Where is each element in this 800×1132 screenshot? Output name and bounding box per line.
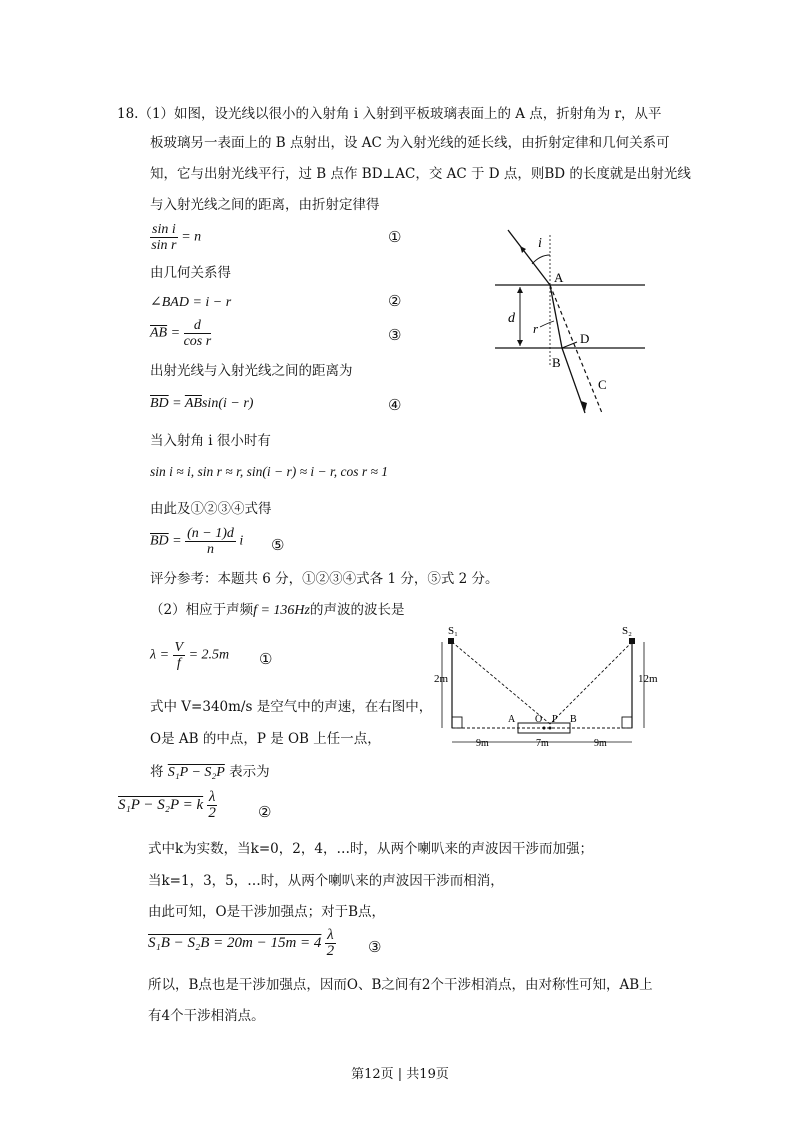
eqw-den: f (176, 656, 181, 671)
p2-line1-a: （2）相应于声频 (150, 602, 254, 618)
tagk: ② (258, 803, 272, 821)
eqk-num: λ (208, 789, 216, 805)
tag3: ③ (388, 326, 402, 344)
geo-text: 由几何关系得 (150, 265, 231, 281)
refraction-figure (490, 225, 650, 420)
eqb-den: 2 (326, 943, 335, 959)
small-angle-text: 当入射角 i 很小时有 (150, 433, 271, 449)
eq5-den: n (207, 542, 215, 557)
p2-line4 (150, 763, 270, 782)
fig2-label-w2: 7m (536, 738, 549, 749)
k-line3: 由此可知，O是干涉加强点；对于B点， (148, 904, 385, 920)
score-text: 评分参考：本题共 6 分，①②③④式各 1 分，⑤式 2 分。 (150, 571, 499, 587)
fig2-label-B: B (570, 714, 577, 725)
fig2-label-h1: 2m (434, 673, 449, 685)
k-line1: 式中k为实数，当k=0，2，4，…时，从两个喇叭来的声波因干涉而加强； (148, 841, 593, 857)
eqb-num: λ (327, 927, 334, 943)
eq4-eq: = (168, 396, 185, 411)
fig2-label-P: P (552, 714, 558, 725)
q18-p1-line3: 知，它与出射光线平行，过 B 点作 BD⊥AC，交 AC 于 D 点，则BD 的长度就是出射光线 (150, 166, 691, 182)
tagb: ③ (368, 938, 382, 956)
eq4 (150, 396, 253, 412)
eq4-rhs: sin(i − r) (201, 396, 254, 411)
from-text: 由此及①②③④式得 (150, 501, 272, 517)
eq3: $\overline{AB}$ = $\frac{d}{\text{cos r}}$ (150, 318, 212, 349)
eq-wavelength (150, 640, 229, 671)
eq-k (118, 790, 217, 821)
fig2-label-S1: S₁ (448, 625, 458, 637)
eq1 (150, 222, 201, 253)
fig1-label-i: i (538, 236, 542, 251)
eqw-lhs: λ = (150, 647, 170, 663)
eq1-den: sin r (151, 238, 177, 253)
page-footer: 第12页 | 共19页 (351, 1067, 449, 1082)
q18-p1-line2: 板玻璃另一表面上的 B 点射出，设 AC 为入射光线的延长线，由折射定律和几何关系可 (150, 135, 670, 151)
fig1-label-A: A (554, 270, 564, 285)
q18-p1-line4: 与入射光线之间的距离，由折射定律得 (150, 197, 380, 213)
eq1-num: sin i (152, 222, 176, 237)
approx-eq: sin i ≈ i, sin r ≈ r, sin(i − r) ≈ i − r, cos r ≈ 1 (150, 464, 389, 479)
tag5: ⑤ (271, 536, 285, 554)
eq5-num: (n − 1)d (187, 526, 234, 541)
eq4-ab: $\overline{AB}$ (184, 396, 202, 411)
eqw-rhs: = 2.5m (188, 647, 230, 663)
eqk-lhs: S₁P − S₂P = k (118, 796, 204, 813)
dist-text: 出射光线与入射光线之间的距离为 (150, 363, 353, 379)
fig1-label-d: d (508, 311, 515, 326)
eq3-lhs: $\overline{AB}$ (150, 325, 168, 341)
eq2: ∠BAD = i − r (150, 295, 232, 310)
c-line2: 有4个干涉相消点。 (148, 1008, 265, 1024)
tag2: ② (388, 292, 402, 310)
eqb-lhs: S₁B − S₂B = 20m − 15m = 4 (148, 934, 322, 951)
fig1-label-r: r (533, 321, 539, 336)
fig2-label-O: O (535, 714, 543, 725)
eq3-num: d (184, 318, 212, 334)
c-line1: 所以，B点也是干涉加强点，因而O、B之间有2个干涉相消点，由对称性可知，AB上 (148, 977, 653, 993)
fig1-label-B: B (552, 355, 561, 370)
p2-line3: O是 AB 的中点，P 是 OB 上任一点， (150, 731, 381, 747)
fig2-label-w1: 9m (476, 738, 489, 749)
eqw-num: V (174, 640, 184, 655)
k-line2: 当k=1，3，5，…时，从两个喇叭来的声波因干涉而相消， (148, 873, 504, 889)
p2-line4-a: 将 (150, 764, 164, 780)
eq3-den: cos r (183, 334, 212, 349)
eq5: $\overline{BD}$ = $\frac{(n - 1)d}{n}$ i (150, 526, 244, 557)
p2-line1-b: 的声波的波长是 (310, 602, 405, 618)
fig2-label-h2: 12m (638, 673, 658, 685)
fig2-label-A: A (508, 714, 516, 725)
tagw: ① (259, 650, 273, 668)
eq1-rhs: = n (181, 229, 202, 245)
eq4-lhs: $\overline{BD}$ (150, 396, 169, 411)
eq5-lhs: $\overline{BD}$ (150, 533, 169, 549)
tag1: ① (388, 228, 402, 246)
p2-freq: f = 136Hz (253, 603, 310, 618)
eqk-den: 2 (208, 805, 216, 821)
p2-line4-expr: S₁P − S₂P (167, 765, 225, 780)
speakers-figure (432, 620, 670, 750)
fig1-label-D: D (580, 331, 590, 346)
fig2-label-S2: S₂ (622, 625, 632, 637)
fig1-label-C: C (598, 377, 607, 392)
p2-line4-b: 表示为 (229, 764, 270, 780)
eq5-tail: i (239, 533, 244, 549)
p2-line2: 式中 V=340m/s 是空气中的声速，在右图中， (150, 699, 433, 715)
eq-b (148, 928, 336, 959)
fig2-label-w3: 9m (594, 738, 607, 749)
p2-line1 (150, 601, 405, 620)
q18-p1-line1: 18.（1）如图，设光线以很小的入射角 i 入射到平板玻璃表面上的 A 点，折射角为 r，从平 (117, 106, 662, 122)
tag4: ④ (388, 396, 402, 414)
